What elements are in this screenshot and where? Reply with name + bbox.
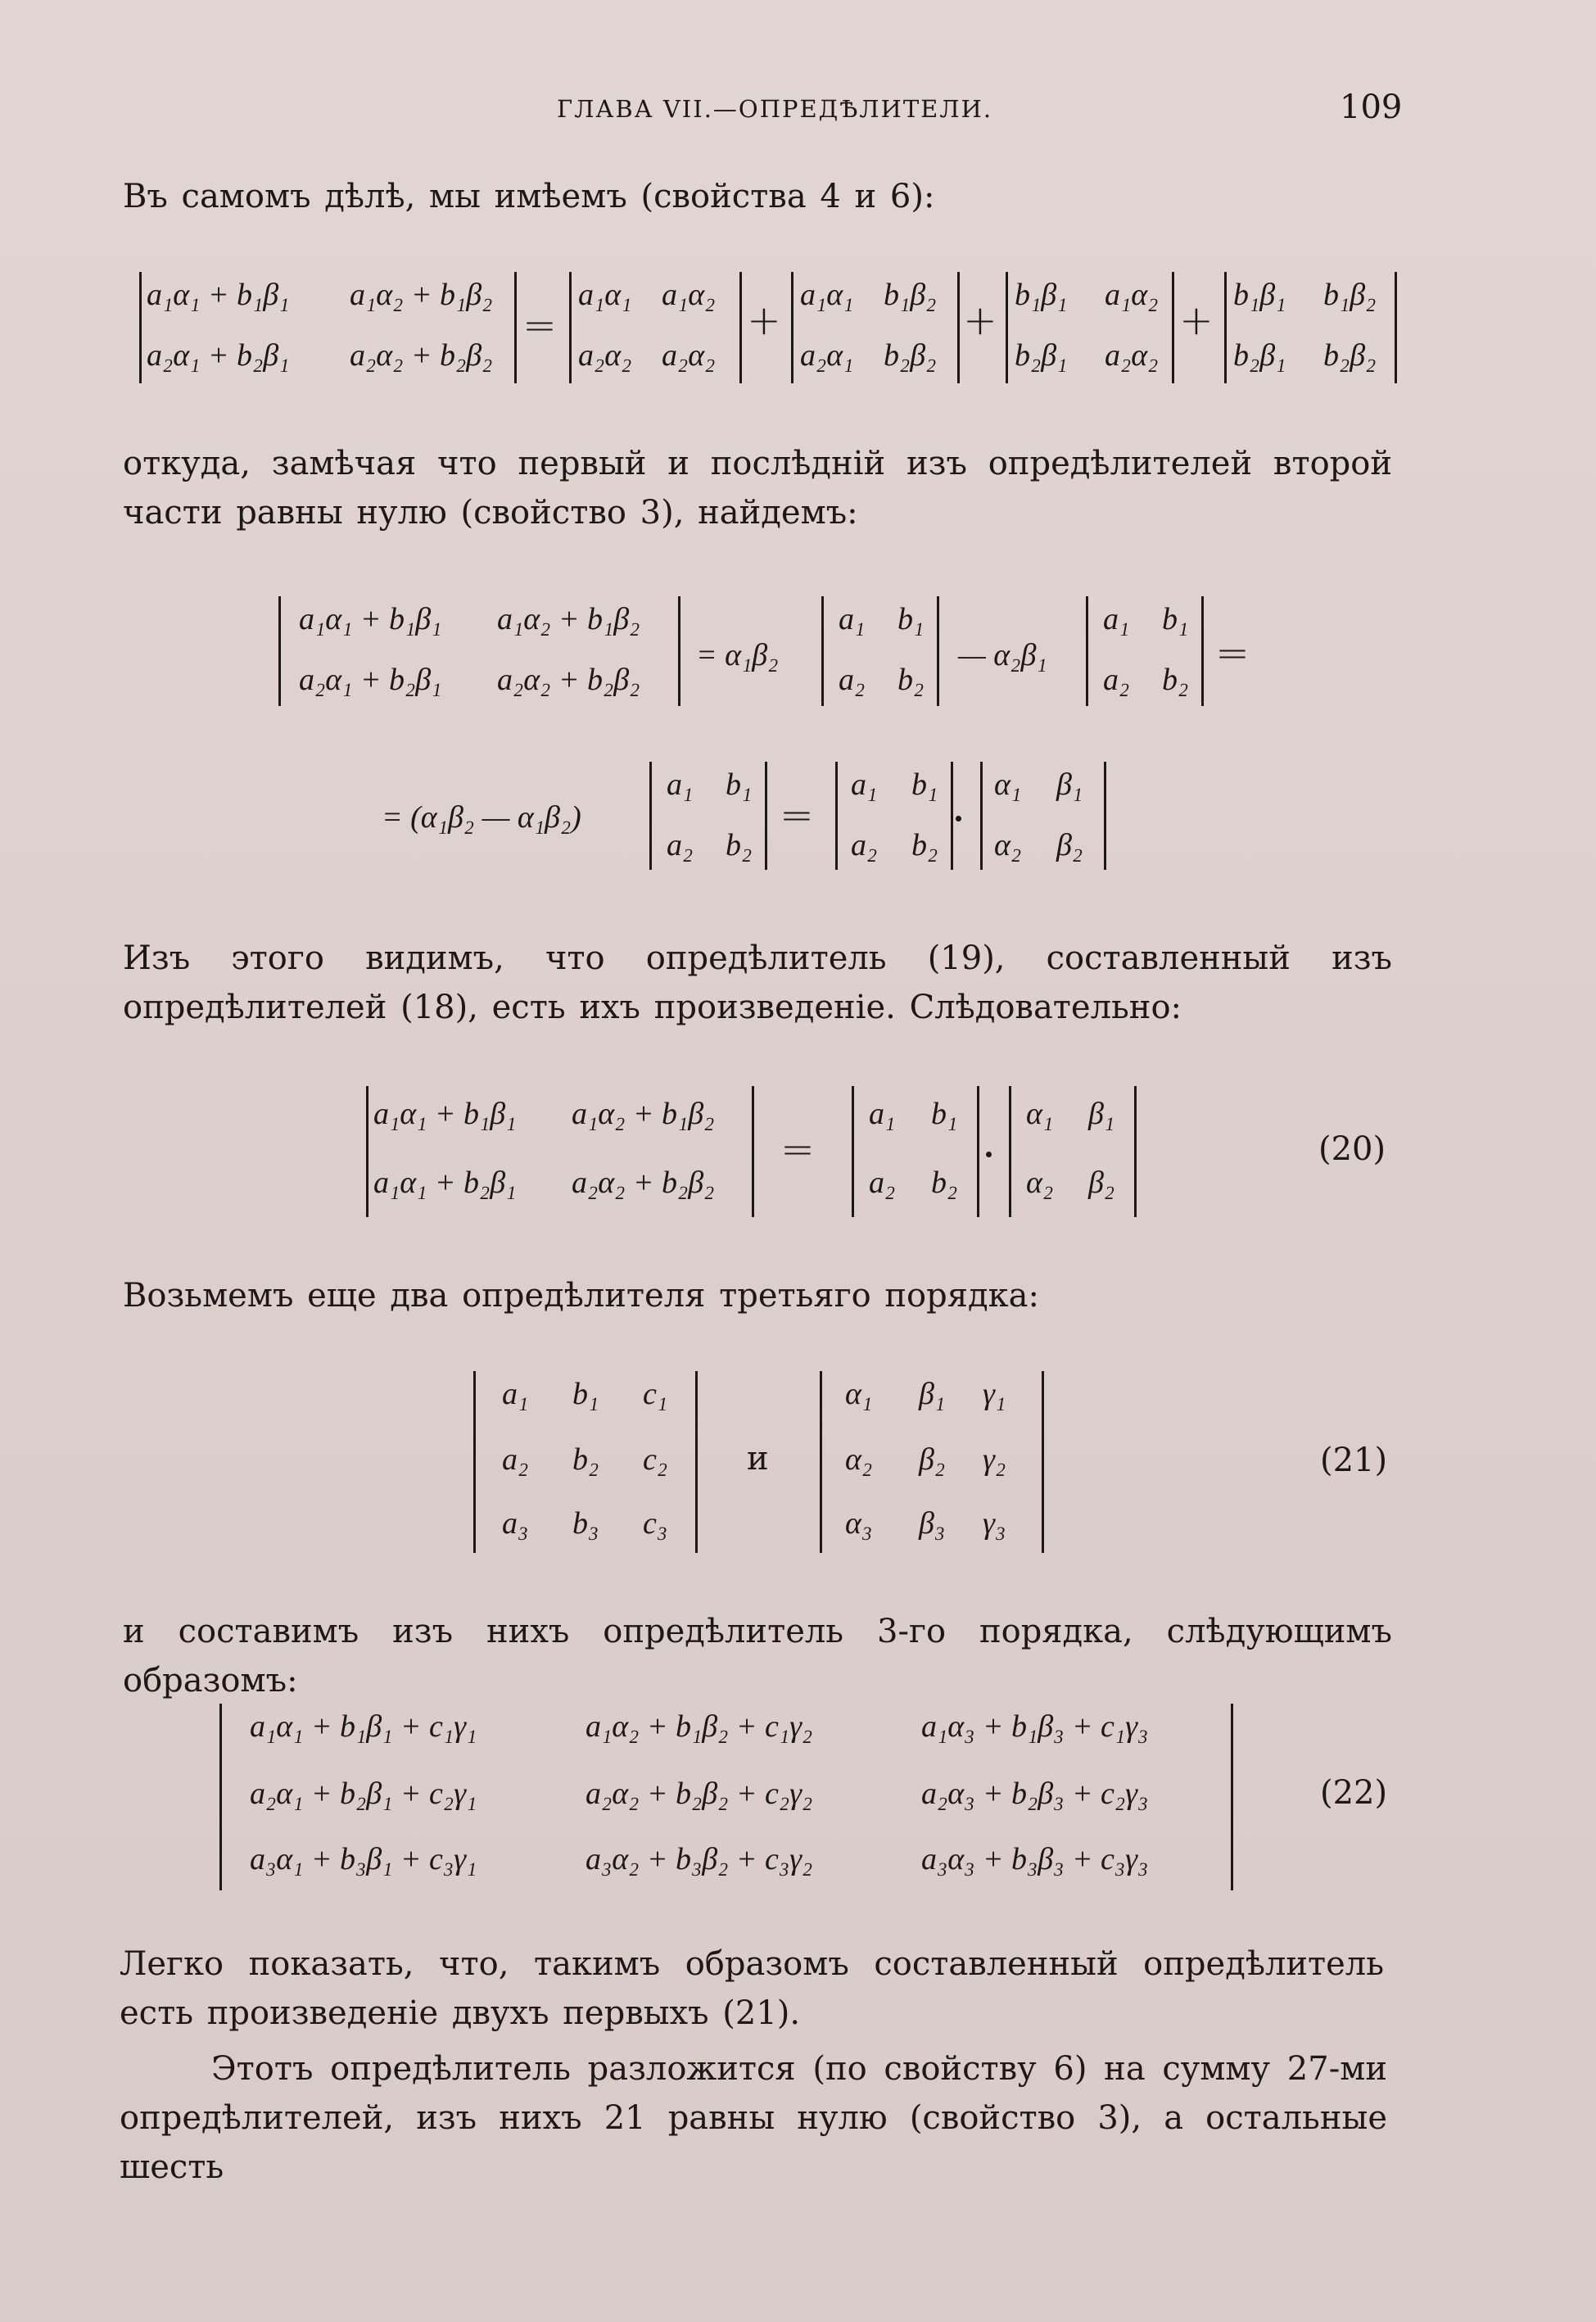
det-cell: a₁α₂ + b₁β₂ xyxy=(572,1097,715,1131)
det-cell: a₁ xyxy=(851,767,878,802)
det-cell: a₂ xyxy=(1103,663,1130,697)
determinant xyxy=(649,762,767,870)
det-cell: a₃α₃ + b₃β₃ + c₃γ₃ xyxy=(921,1842,1149,1876)
det-cell: a₂ xyxy=(839,663,866,697)
det-cell: β₁ xyxy=(1088,1097,1115,1131)
determinant xyxy=(366,1086,754,1217)
equals-sign: = xyxy=(780,791,814,839)
det-cell: a₁α₁ + b₂β₁ xyxy=(373,1166,517,1200)
plus-sign: + xyxy=(963,296,997,344)
det-cell: c₂ xyxy=(643,1442,668,1477)
page-number: 109 xyxy=(1340,88,1403,126)
det-cell: β₂ xyxy=(919,1442,946,1477)
det-cell: c₁ xyxy=(643,1377,668,1411)
paragraph: Этотъ опредѣлитель разложится (по свойству 6) на сумму 27-ми опредѣлителей, изъ нихъ 21 равны нулю (свойство 3), а остальные шесть xyxy=(120,2050,1387,2186)
det-cell: b₁β₁ xyxy=(1015,278,1068,312)
det-cell: β₃ xyxy=(919,1506,946,1541)
det-cell: b₁ xyxy=(931,1097,958,1131)
multiplication-dot xyxy=(986,1152,992,1157)
det-cell: α₃ xyxy=(845,1506,873,1541)
det-cell: β₁ xyxy=(919,1377,946,1411)
det-cell: b₂ xyxy=(572,1442,599,1477)
det-cell: a₂α₁ xyxy=(800,338,854,373)
det-cell: b₁ xyxy=(572,1377,599,1411)
coefficient: — α₂β₁ xyxy=(958,638,1047,672)
det-cell: a₂α₂ + b₂β₂ + c₂γ₂ xyxy=(586,1777,813,1811)
det-cell: b₂β₁ xyxy=(1015,338,1068,373)
det-cell: a₃α₁ + b₃β₁ + c₃γ₁ xyxy=(250,1842,477,1876)
equals-sign: = xyxy=(780,1125,815,1173)
multiplication-dot xyxy=(956,816,961,822)
determinant xyxy=(821,596,939,706)
det-cell: α₂ xyxy=(1026,1166,1054,1200)
determinant xyxy=(852,1086,979,1217)
conjunction: и xyxy=(747,1440,769,1478)
det-cell: a₁α₁ xyxy=(578,278,632,312)
det-cell: a₂α₃ + b₂β₃ + c₂γ₃ xyxy=(921,1777,1149,1811)
det-cell: α₂ xyxy=(994,828,1022,862)
det-cell: a₂α₂ xyxy=(662,338,716,373)
det-cell: b₁β₂ xyxy=(884,278,937,312)
determinant xyxy=(1006,272,1174,383)
running-title: ГЛАВА VII.—ОПРЕДѢЛИТЕЛИ. xyxy=(557,95,993,123)
det-cell: a₁α₁ xyxy=(800,278,854,312)
paragraph: откуда, замѣчая что первый и послѣдній изъ опредѣлителей второй части равны нулю (свойство 3), найдемъ: xyxy=(123,445,1392,532)
det-cell: α₁ xyxy=(1026,1097,1054,1131)
det-cell: a₂α₁ + b₂β₁ xyxy=(299,663,442,697)
det-cell: a₁ xyxy=(667,767,694,802)
det-cell: b₂β₂ xyxy=(884,338,937,373)
det-cell: α₁ xyxy=(845,1377,873,1411)
determinant xyxy=(1009,1086,1137,1217)
equals-sign: = xyxy=(1215,629,1250,677)
determinant xyxy=(473,1371,698,1553)
equation-number: (22) xyxy=(1320,1774,1388,1812)
equals-sign: = xyxy=(522,301,557,349)
det-cell: a₂α₂ + b₂β₂ xyxy=(497,663,640,697)
determinant xyxy=(569,272,742,383)
det-cell: α₁ xyxy=(994,767,1022,802)
det-cell: a₂α₂ xyxy=(578,338,632,373)
det-cell: a₁α₂ + b₁β₂ xyxy=(350,278,493,312)
plus-sign: + xyxy=(747,296,781,344)
det-cell: a₃ xyxy=(502,1506,529,1541)
det-cell: a₂α₂ + b₂β₂ xyxy=(350,338,493,373)
det-cell: a₂α₁ + b₂β₁ + c₂γ₁ xyxy=(250,1777,477,1811)
paragraph: Легко показать, что, такимъ образомъ составленный опредѣлитель есть произведеніе двухъ первыхъ (21). xyxy=(120,1945,1384,2032)
det-cell: a₁α₁ + b₁β₁ xyxy=(373,1097,517,1131)
det-cell: α₂ xyxy=(845,1442,873,1477)
det-cell: a₁ xyxy=(869,1097,896,1131)
det-cell: a₂ xyxy=(851,828,878,862)
det-cell: a₁α₁ + b₁β₁ xyxy=(147,278,290,312)
determinant xyxy=(791,272,960,383)
determinant xyxy=(820,1371,1044,1553)
det-cell: b₂ xyxy=(897,663,925,697)
paragraph: Возьмемъ еще два опредѣлителя третьяго порядка: xyxy=(123,1277,1039,1315)
coefficient: = (α₁β₂ — α₁β₂) xyxy=(382,800,581,835)
det-cell: b₁ xyxy=(897,602,925,636)
coefficient: = α₁β₂ xyxy=(696,638,779,672)
det-cell: a₁α₁ + b₁β₁ + c₁γ₁ xyxy=(250,1709,477,1744)
det-cell: b₂β₁ xyxy=(1233,338,1286,373)
det-cell: a₁α₂ + b₁β₂ xyxy=(497,602,640,636)
det-cell: a₁α₂ xyxy=(662,278,716,312)
paragraph: Въ самомъ дѣлѣ, мы имѣемъ (свойства 4 и 6): xyxy=(123,178,935,215)
det-cell: a₁ xyxy=(839,602,866,636)
plus-sign: + xyxy=(1179,296,1214,344)
determinant xyxy=(139,272,517,383)
det-cell: b₂ xyxy=(1162,663,1189,697)
determinant xyxy=(1224,272,1397,383)
det-cell: β₁ xyxy=(1056,767,1083,802)
det-cell: b₁β₁ xyxy=(1233,278,1286,312)
paragraph: и составимъ изъ нихъ опредѣлитель 3-го порядка, слѣдующимъ образомъ: xyxy=(123,1613,1392,1700)
det-cell: γ₃ xyxy=(983,1506,1006,1541)
det-cell: a₁ xyxy=(502,1377,529,1411)
det-cell: a₂ xyxy=(667,828,694,862)
paragraph: Изъ этого видимъ, что опредѣлитель (19), составленный изъ опредѣлителей (18), есть ихъ произведеніе. Слѣдовательно: xyxy=(123,939,1392,1026)
det-cell: β₂ xyxy=(1088,1166,1115,1200)
det-cell: b₂ xyxy=(931,1166,958,1200)
det-cell: a₁α₃ + b₁β₃ + c₁γ₃ xyxy=(921,1709,1149,1744)
det-cell: a₁α₁ + b₁β₁ xyxy=(299,602,442,636)
det-cell: b₂ xyxy=(726,828,753,862)
det-cell: b₂ xyxy=(911,828,938,862)
det-cell: β₂ xyxy=(1056,828,1083,862)
det-cell: a₂α₂ + b₂β₂ xyxy=(572,1166,715,1200)
det-cell: b₁ xyxy=(911,767,938,802)
det-cell: a₂ xyxy=(502,1442,529,1477)
det-cell: a₁α₂ xyxy=(1105,278,1159,312)
det-cell: b₁β₂ xyxy=(1323,278,1377,312)
det-cell: γ₂ xyxy=(983,1442,1006,1477)
det-cell: a₂α₁ + b₂β₁ xyxy=(147,338,290,373)
determinant xyxy=(980,762,1106,870)
equation-number: (21) xyxy=(1320,1442,1388,1479)
determinant xyxy=(1086,596,1204,706)
det-cell: b₂β₂ xyxy=(1323,338,1377,373)
det-cell: b₁ xyxy=(726,767,753,802)
det-cell: a₃α₂ + b₃β₂ + c₃γ₂ xyxy=(586,1842,813,1876)
determinant xyxy=(219,1704,1233,1890)
determinant xyxy=(278,596,680,706)
determinant xyxy=(835,762,953,870)
det-cell: b₃ xyxy=(572,1506,599,1541)
det-cell: a₁α₂ + b₁β₂ + c₁γ₂ xyxy=(586,1709,813,1744)
det-cell: c₃ xyxy=(643,1506,668,1541)
det-cell: b₁ xyxy=(1162,602,1189,636)
equation-number: (20) xyxy=(1318,1130,1386,1168)
det-cell: a₁ xyxy=(1103,602,1130,636)
det-cell: a₂α₂ xyxy=(1105,338,1159,373)
det-cell: a₂ xyxy=(869,1166,896,1200)
det-cell: γ₁ xyxy=(983,1377,1006,1411)
